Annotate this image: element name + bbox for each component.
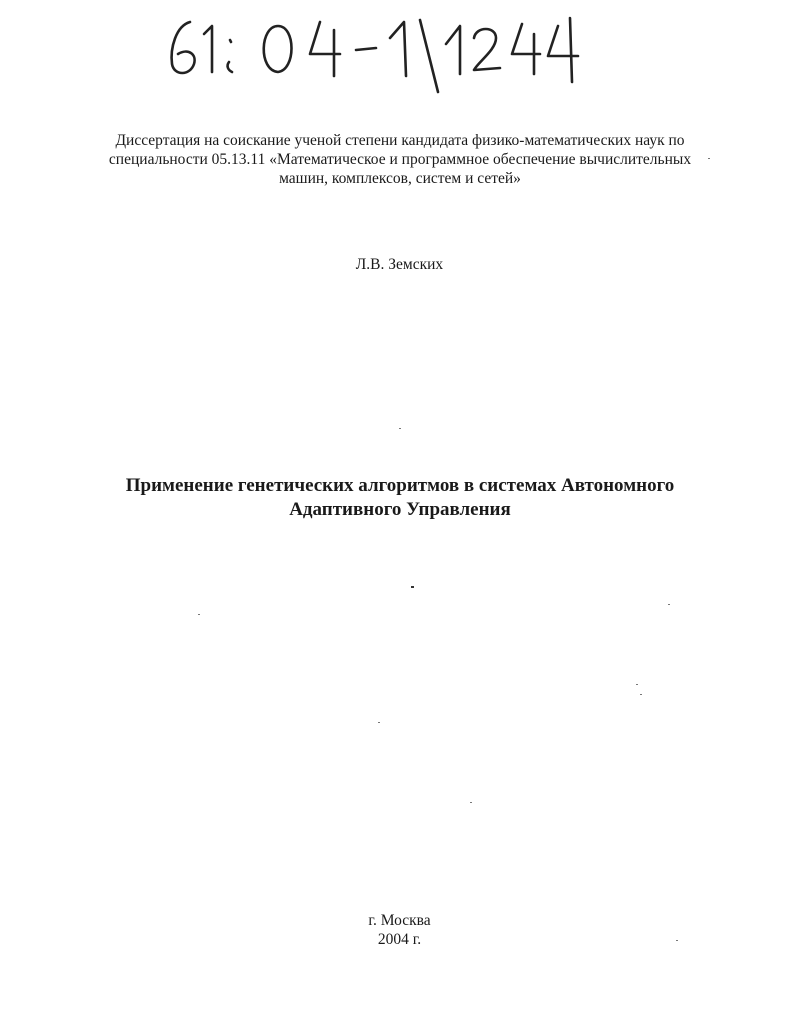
scan-speck [411, 586, 414, 588]
city: г. Москва [368, 912, 431, 929]
scan-speck [640, 694, 642, 695]
handwritten-catalog-number [160, 4, 590, 100]
description-line-1: Диссертация на соискание ученой степени кандидата физико-математических наук по [115, 132, 685, 149]
scan-speck [198, 614, 200, 615]
year: 2004 г. [377, 931, 422, 948]
scan-speck [676, 940, 678, 941]
description-line-3: машин, комплексов, систем и сетей» [279, 170, 521, 187]
description-line-2: специальности 05.13.11 «Математическое и программное обеспечение вычислительных [108, 151, 692, 168]
place-and-year [0, 911, 799, 949]
dissertation-description [60, 131, 740, 188]
scan-speck [708, 158, 710, 159]
scan-speck [668, 604, 670, 605]
title-line-1: Применение генетических алгоритмов в системах Автономного [125, 475, 675, 496]
dissertation-title [40, 474, 760, 522]
scan-speck [399, 428, 401, 429]
author-name: Л.В. Земских [355, 256, 444, 273]
scan-speck [470, 802, 472, 803]
scan-speck [636, 684, 638, 685]
title-line-2: Адаптивного Управления [289, 499, 511, 520]
scan-speck [378, 722, 380, 723]
